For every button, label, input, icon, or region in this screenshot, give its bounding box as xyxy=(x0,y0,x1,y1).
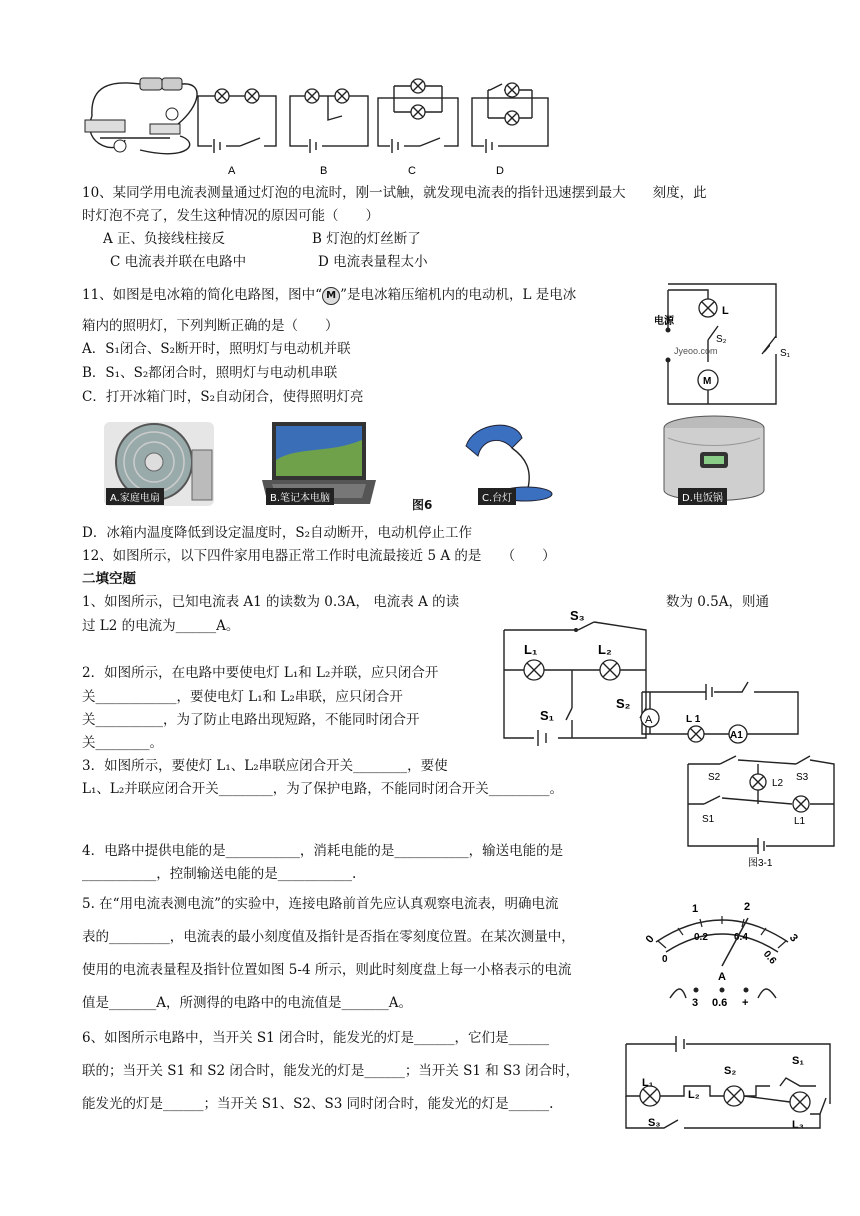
l1-label: L₁ xyxy=(524,642,538,657)
q11-text2: 箱内的照明灯，下列判断正确的是（ ） xyxy=(82,318,339,334)
q11-text-post: ”是电冰箱压缩机内的电动机，L 是电冰 xyxy=(340,287,577,303)
upper-scale-3: 3 xyxy=(786,931,801,945)
q10-option-d: D 电流表量程太小 xyxy=(318,254,428,270)
q10-text: 10、某同学用电流表测量通过灯泡的电流时，刚一试触，就发现电流表的指针迅速摆到最大 刻度，此 xyxy=(82,185,707,201)
motor-symbol-icon: M xyxy=(322,287,340,305)
l2-label: L₂ xyxy=(598,642,612,657)
f1-text-b: 数为 0.5A，则通 xyxy=(666,594,770,610)
s1-three-label: S₁ xyxy=(792,1055,804,1067)
q11-text xyxy=(82,286,576,305)
label-a: A xyxy=(228,165,236,177)
dial-unit-label: A xyxy=(718,971,726,983)
terminal-0-6: 0.6 xyxy=(712,997,728,1009)
real-circuit-photo xyxy=(85,78,197,154)
f6-text1: 6、如图所示电路中，当开关 S1 闭合时，能发光的灯是______，它们是______ xyxy=(82,1030,550,1046)
ammeter-dial-figure xyxy=(640,894,810,1014)
appliance-laptop-photo xyxy=(258,420,380,508)
terminal-3: 3 xyxy=(692,997,699,1009)
circuit-b xyxy=(290,89,368,153)
fridge-source-label: 电源 xyxy=(654,316,674,327)
a1-label: A1 xyxy=(730,730,743,741)
upper-scale-2: 2 xyxy=(744,901,751,913)
appliance-ricecooker-caption: D.电饭锅 xyxy=(678,488,727,505)
q11-text-pre: 11、如图是电冰箱的简化电路图，图中“ xyxy=(82,287,323,303)
q11-option-c: C．打开冰箱门时，S₂自动闭合，使得照明灯亮 xyxy=(82,389,364,405)
f5-text1: 5. 在“用电流表测电流”的实验中，连接电路前首先应认真观察电流表，明确电流 xyxy=(82,896,559,912)
l1-3-1-label: L1 xyxy=(794,816,806,827)
fig-3-1-caption: 图3-1 xyxy=(748,858,773,869)
l1-ammeter-label: L 1 xyxy=(686,714,701,725)
ammeter-a-label: A xyxy=(645,714,653,726)
f2-text3: 关__________，为了防止电路出现短路，不能同时闭合开 xyxy=(82,712,420,728)
label-b: B xyxy=(320,165,328,177)
terminal-plus: + xyxy=(742,997,749,1009)
q10-option-b: B 灯泡的灯丝断了 xyxy=(312,231,421,247)
s1-label: S₁ xyxy=(540,708,555,723)
f5-text2: 表的_________，电流表的最小刻度值及指针是否指在零刻度位置。在某次测量中， xyxy=(82,929,575,945)
s3-3-1-label: S3 xyxy=(796,772,809,783)
appliance-fan-photo xyxy=(100,420,218,508)
s2-label: S₂ xyxy=(616,696,631,711)
fridge-motor-label: M xyxy=(703,376,712,387)
l1-three-label: L₁ xyxy=(642,1077,654,1089)
appliance-lamp-photo xyxy=(456,418,564,508)
lower-scale-0-4: 0.4 xyxy=(734,932,748,943)
f4-text1: 4．电路中提供电能的是___________，消耗电能的是___________，输送电能的是 xyxy=(82,843,564,859)
watermark-text: Jyeoo.com xyxy=(674,346,718,356)
circuit-3-1 xyxy=(684,752,840,870)
f2-text2: 关____________，要使电灯 L₁和 L₂串联，应只闭合开 xyxy=(82,689,403,705)
q10-option-a: A 正、负接线柱接反 xyxy=(103,231,226,247)
f2-text1: 2．如图所示，在电路中要使电灯 L₁和 L₂并联，应只闭合开 xyxy=(82,665,439,681)
f6-text3: 能发光的灯是______；当开关 S1、S2、S3 同时闭合时，能发光的灯是______. xyxy=(82,1096,554,1112)
label-d: D xyxy=(496,165,504,177)
circuit-three-lamps xyxy=(620,1032,834,1140)
q11-option-d: D．冰箱内温度降低到设定温度时，S₂自动断开，电动机停止工作 xyxy=(82,525,472,541)
s2-3-1-label: S2 xyxy=(708,772,721,783)
l3-three-label: L₃ xyxy=(792,1119,804,1131)
top-circuit-figure xyxy=(80,76,560,176)
q11-option-a: A．S₁闭合、S₂断开时，照明灯与电动机并联 xyxy=(82,341,351,357)
lower-scale-0: 0 xyxy=(662,954,668,965)
lower-scale-0-2: 0.2 xyxy=(694,932,708,943)
upper-scale-1: 1 xyxy=(692,903,699,915)
s3-three-label: S₃ xyxy=(648,1117,661,1129)
fridge-s2-label: S₂ xyxy=(716,334,727,345)
q10-text2: 时灯泡不亮了，发生这种情况的原因可能（ ） xyxy=(82,208,379,224)
dial-ticks xyxy=(658,916,786,948)
f1-text-a: 1、如图所示，已知电流表 A1 的读数为 0.3A， 电流表 A 的读 xyxy=(82,594,460,610)
appliance-lamp-caption: C.台灯 xyxy=(478,488,516,505)
circuit-a xyxy=(198,89,276,153)
f2-text4: 关________。 xyxy=(82,735,163,751)
fridge-s1-label: S₁ xyxy=(780,348,791,359)
lower-scale-0-6: 0.6 xyxy=(760,948,779,967)
q11-option-b: B．S₁、S₂都闭合时，照明灯与电动机串联 xyxy=(82,365,338,381)
fridge-lamp-label: L xyxy=(722,305,729,317)
s3-label: S₃ xyxy=(570,608,585,623)
circuit-d xyxy=(472,83,548,153)
appliance-laptop-caption: B.笔记本电脑 xyxy=(266,488,334,505)
label-c: C xyxy=(408,165,416,177)
f3-text2: L₁、L₂并联应闭合开关________，为了保护电路，不能同时闭合开关_________。 xyxy=(82,781,564,797)
fig6-title: 图6 xyxy=(412,498,433,512)
circuit-c xyxy=(378,79,458,153)
f5-text3: 使用的电流表量程及指针位置如图 5-4 所示，则此时刻度盘上每一小格表示的电流 xyxy=(82,962,572,978)
q12-text: 12、如图所示，以下四件家用电器正常工作时电流最接近 5 A 的是 （ ） xyxy=(82,548,556,564)
upper-scale-0: 0 xyxy=(643,933,657,946)
l2-three-label: L₂ xyxy=(688,1089,700,1101)
section-fill-in-title: 二填空题 xyxy=(82,571,136,587)
f5-text4: 值是_______A，所测得的电路中的电流值是_______A。 xyxy=(82,995,412,1011)
appliance-fan-caption: A.家庭电扇 xyxy=(106,488,164,505)
appliance-ricecooker-photo xyxy=(654,412,774,510)
f6-text2: 联的；当开关 S1 和 S2 闭合时，能发光的灯是______；当开关 S1 和 S3 闭合时， xyxy=(82,1063,580,1079)
s1-3-1-label: S1 xyxy=(702,814,715,825)
s2-three-label: S₂ xyxy=(724,1065,737,1077)
l2-3-1-label: L2 xyxy=(772,778,784,789)
f4-text2: ___________，控制输送电能的是___________. xyxy=(82,866,357,882)
circuit-ammeter-a1 xyxy=(630,676,806,748)
q10-option-c: C 电流表并联在电路中 xyxy=(110,254,247,270)
f1-text2: 过 L2 的电流为______A。 xyxy=(82,618,240,634)
f3-text1: 3．如图所示，要使灯 L₁、L₂串联应闭合开关________，要使 xyxy=(82,758,448,774)
fridge-circuit-figure xyxy=(652,280,792,410)
